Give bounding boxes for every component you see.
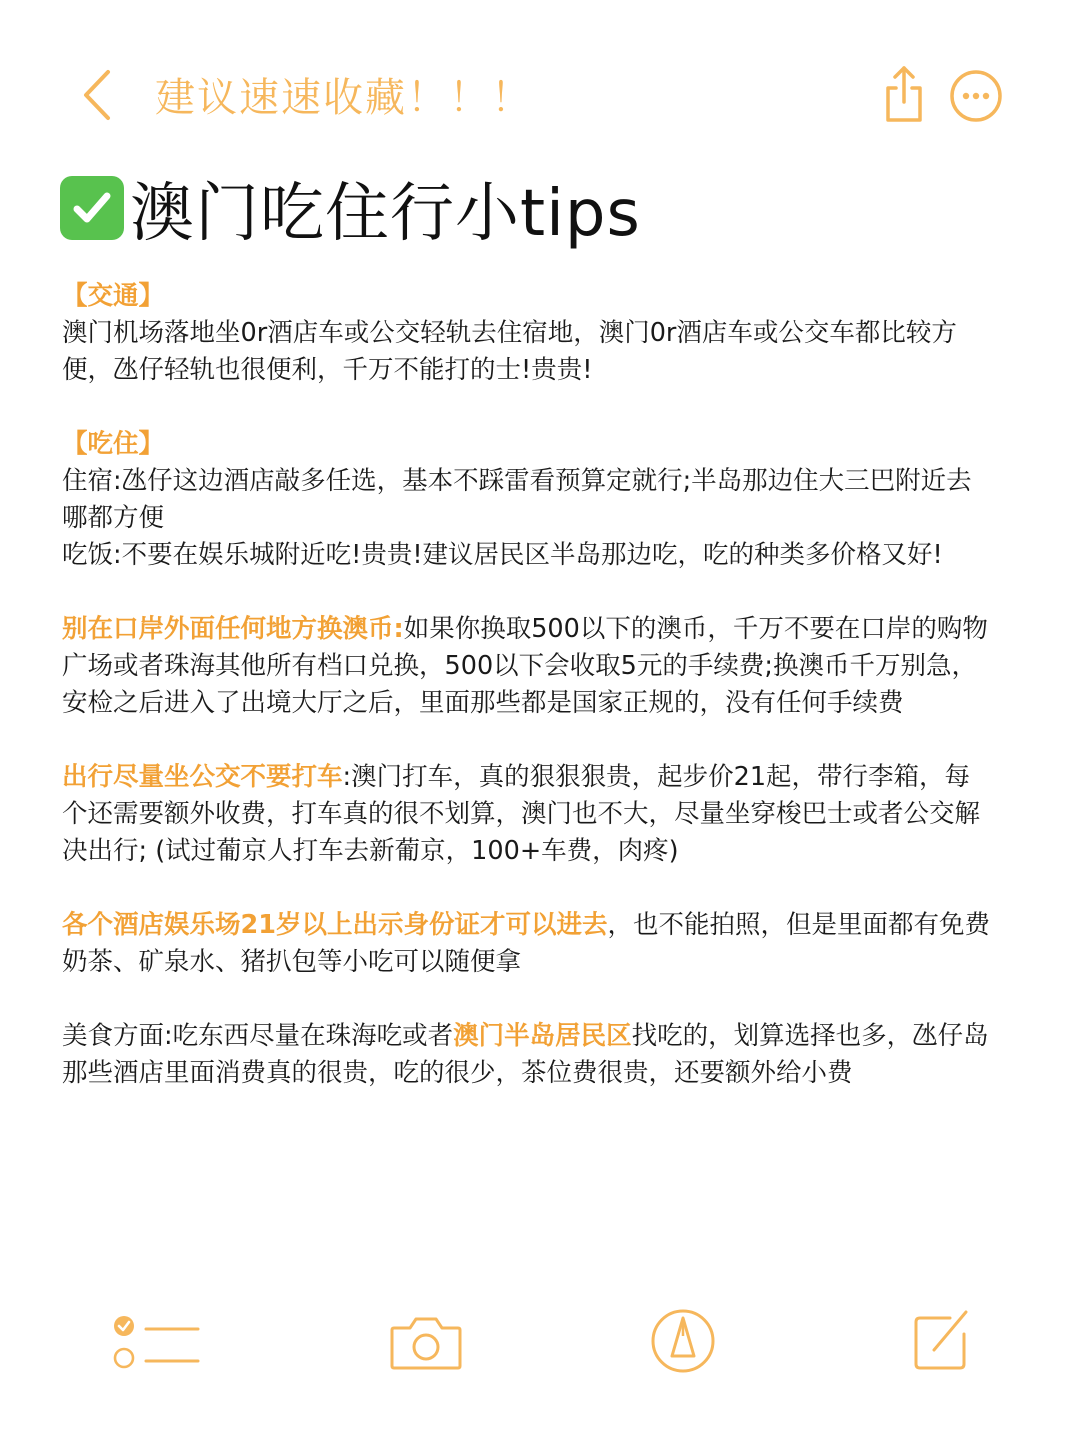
compose-button[interactable]	[910, 1306, 972, 1372]
checklist-icon	[110, 1310, 202, 1374]
exchange-highlight: 别在口岸外面任何地方换澳币:	[62, 614, 404, 644]
food-after-text: 找吃的，划算选择也多，氹仔岛那些酒店里面消费真的很贵，吃的很少，茶位费很贵，还要额外给小费	[62, 1021, 989, 1088]
section-casino	[62, 907, 992, 981]
more-icon	[948, 68, 1004, 124]
note-body	[62, 278, 992, 1092]
casino-highlight: 各个酒店娱乐场21岁以上出示身份证才可以进去	[62, 910, 608, 940]
note-title: 澳门吃住行小tips	[130, 177, 641, 251]
food-before-text: 美食方面:吃东西尽量在珠海吃或者	[62, 1021, 454, 1051]
section-title-traffic: 【交通】	[62, 281, 165, 311]
exchange-text: 如果你换取500以下的澳币，千万不要在口岸的购物广场或者珠海其他所有档口兑换，500以下会收取5元的手续费;换澳币千万别急，安检之后进入了出境大厅之后，里面那些都是国家正规的，没有任何手续费	[62, 614, 988, 718]
back-button[interactable]	[70, 60, 130, 130]
section-title-stay: 【吃住】	[62, 429, 165, 459]
chevron-left-icon	[70, 60, 130, 130]
nav-title: 建议速速收藏！！！	[155, 75, 533, 121]
check-mark-button-icon	[60, 176, 124, 240]
casino-text: ，也不能拍照，但是里面都有免费奶茶、矿泉水、猪扒包等小吃可以随便拿	[62, 910, 991, 977]
bottom-toolbar	[0, 1300, 1080, 1400]
food-highlight: 澳门半岛居民区	[453, 1021, 632, 1051]
stay-text: 住宿:氹仔这边酒店敲多任选，基本不踩雷看预算定就行;半岛那边住大三巴附近去哪都方便	[62, 466, 972, 533]
checklist-button[interactable]	[110, 1310, 202, 1374]
transport-text: :澳门打车，真的狠狠狠贵，起步价21起，带行李箱，每个还需要额外收费，打车真的很不划算，澳门也不大，尽量坐穿梭巴士或者公交解决出行; (试过葡京人打车去新葡京，100+车费，肉疼)	[62, 762, 981, 866]
food-text: 吃饭:不要在娱乐城附近吃!贵贵!建议居民区半岛那边吃，吃的种类多价格又好!	[62, 540, 943, 570]
share-icon	[876, 64, 932, 126]
compose-icon	[910, 1306, 972, 1372]
camera-icon	[388, 1314, 464, 1372]
markup-button[interactable]	[650, 1308, 716, 1374]
section-exchange	[62, 611, 992, 722]
section-food	[62, 1018, 992, 1092]
pen-tip-icon	[650, 1308, 716, 1374]
traffic-text: 澳门机场落地坐0r酒店车或公交轻轨去住宿地，澳门0r酒店车或公交车都比较方便，氹仔轻轨也很便利，千万不能打的士!贵贵!	[62, 318, 957, 385]
share-button[interactable]	[876, 64, 932, 126]
more-button[interactable]	[948, 68, 1004, 124]
transport-highlight: 出行尽量坐公交不要打车	[62, 762, 343, 792]
section-traffic	[62, 278, 992, 389]
section-stay	[62, 426, 992, 574]
camera-button[interactable]	[388, 1314, 464, 1372]
section-transport	[62, 759, 992, 870]
note-heading	[60, 168, 641, 251]
